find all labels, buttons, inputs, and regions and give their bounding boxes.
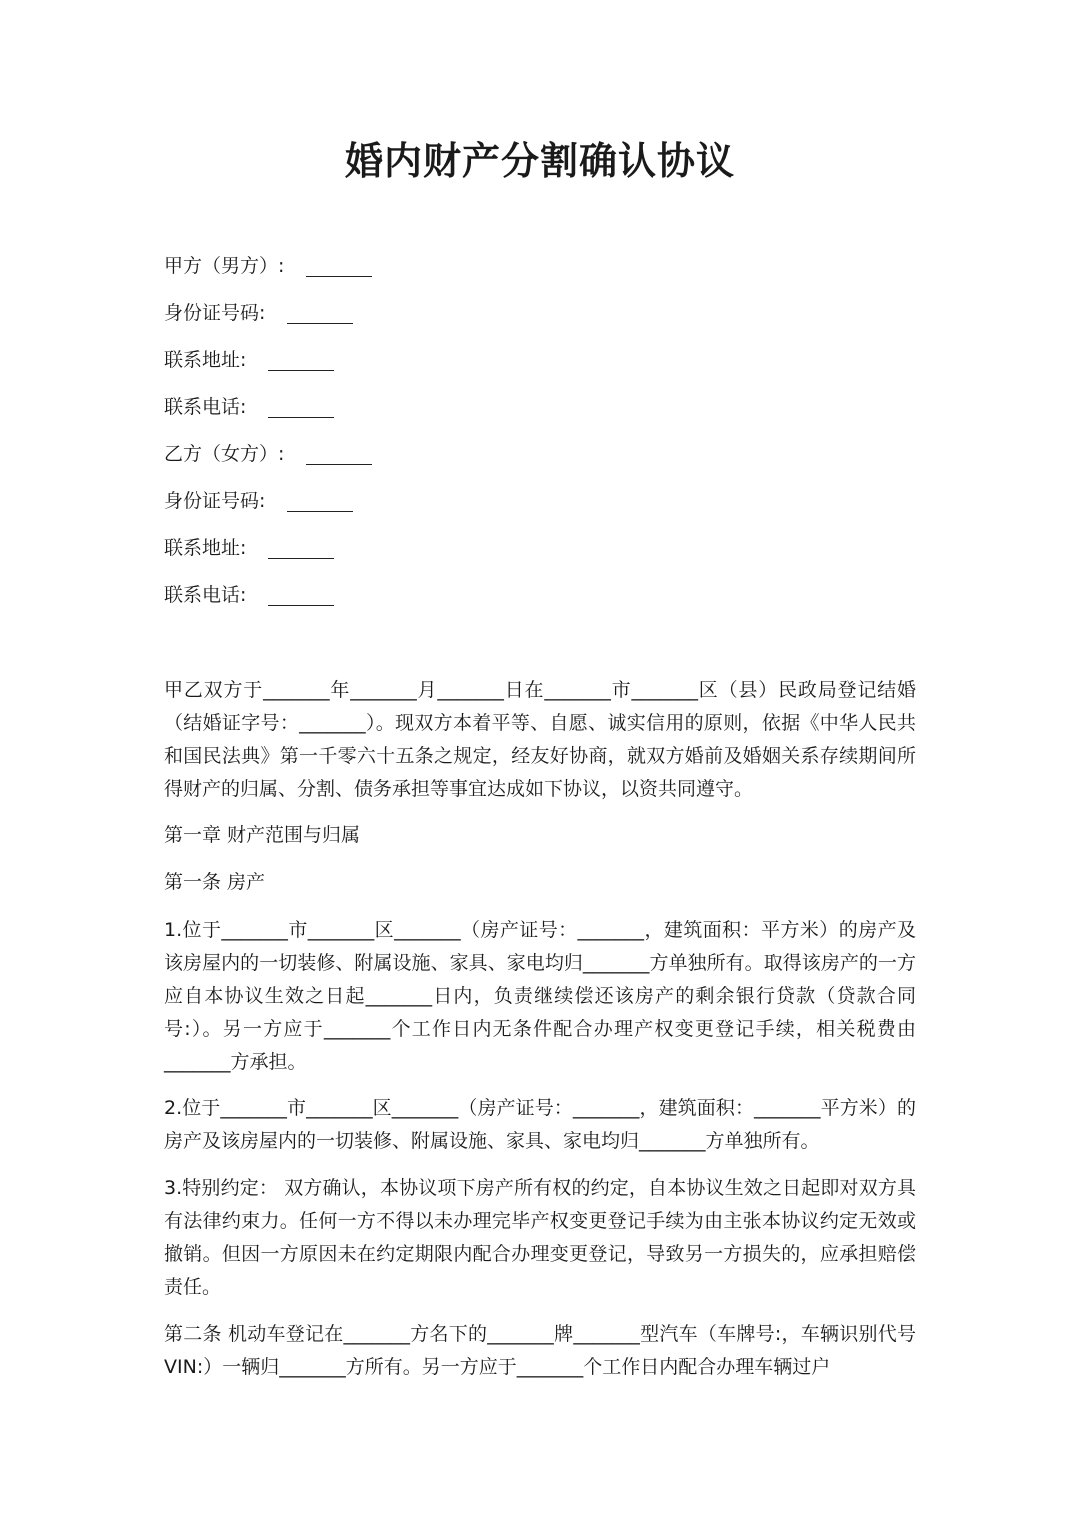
blank-line xyxy=(287,303,353,324)
party-a-phone-label: 联系电话: xyxy=(164,396,247,418)
party-b-name-field xyxy=(164,439,372,469)
blank-line xyxy=(287,491,353,512)
blank-line xyxy=(268,585,334,606)
party-b-address-label: 联系地址: xyxy=(164,537,247,559)
party-a-id-field xyxy=(164,298,353,328)
clause-paragraph: 2.位于_______市_______区_______（房产证号：_______，建筑面积：_______平方米）的房产及该房屋内的一切装修、附属设施、家具、家电均归_______方单独所有。 xyxy=(164,1097,916,1152)
party-a-address-label: 联系地址: xyxy=(164,349,247,371)
document-title: 婚内财产分割确认协议 xyxy=(344,139,735,183)
party-a-address-field xyxy=(164,345,334,375)
party-a-label: 甲方（男方）: xyxy=(164,255,285,277)
blank-line xyxy=(268,350,334,371)
party-b-id-label: 身份证号码: xyxy=(164,490,266,512)
article-heading: 第一条 房产 xyxy=(164,871,266,893)
clause-paragraph: 1.位于_______市_______区_______（房产证号：_______，建筑面积：平方米）的房产及该房屋内的一切装修、附属设施、家具、家电均归_______方单独所有。取得该房产的一方应自本协议生效之日起_______日内，负责继续偿还该房产的剩余银行贷款（贷款合同号:）。另一方应于_______个工作日内无条件配合办理产权变更登记手续，相关税费由_______方承担。 xyxy=(164,919,916,1073)
chapter-heading: 第一章 财产范围与归属 xyxy=(164,824,361,846)
blank-line xyxy=(306,256,372,277)
party-a-name-field xyxy=(164,251,372,281)
blank-line xyxy=(268,538,334,559)
article-paragraph: 第二条 机动车登记在_______方名下的_______牌_______型汽车（车牌号:，车辆识别代号 VIN:）一辆归_______方所有。另一方应于_______个工作日内配合办理车辆过户 xyxy=(164,1323,916,1378)
blank-line xyxy=(306,444,372,465)
clause-paragraph: 3.特别约定： 双方确认，本协议项下房产所有权的约定，自本协议生效之日起即对双方具有法律约束力。任何一方不得以未办理完毕产权变更登记手续为由主张本协议约定无效或撤销。但因一方原因未在约定期限内配合办理变更登记，导致另一方损失的，应承担赔偿责任。 xyxy=(164,1177,916,1298)
party-a-phone-field xyxy=(164,392,334,422)
intro-paragraph: 甲乙双方于_______年_______月_______日在_______市_______区（县）民政局登记结婚（结婚证字号：_______）。现双方本着平等、自愿、诚实信用的原则，依据《中华人民共和国民法典》第一千零六十五条之规定，经友好协商，就双方婚前及婚姻关系存续期间所得财产的归属、分割、债务承担等事宜达成如下协议，以资共同遵守。 xyxy=(164,679,916,800)
party-b-phone-label: 联系电话: xyxy=(164,584,247,606)
party-a-id-label: 身份证号码: xyxy=(164,302,266,324)
blank-line xyxy=(268,397,334,418)
party-b-label: 乙方（女方）: xyxy=(164,443,285,465)
party-b-id-field xyxy=(164,486,353,516)
party-b-address-field xyxy=(164,533,334,563)
party-b-phone-field xyxy=(164,580,334,610)
